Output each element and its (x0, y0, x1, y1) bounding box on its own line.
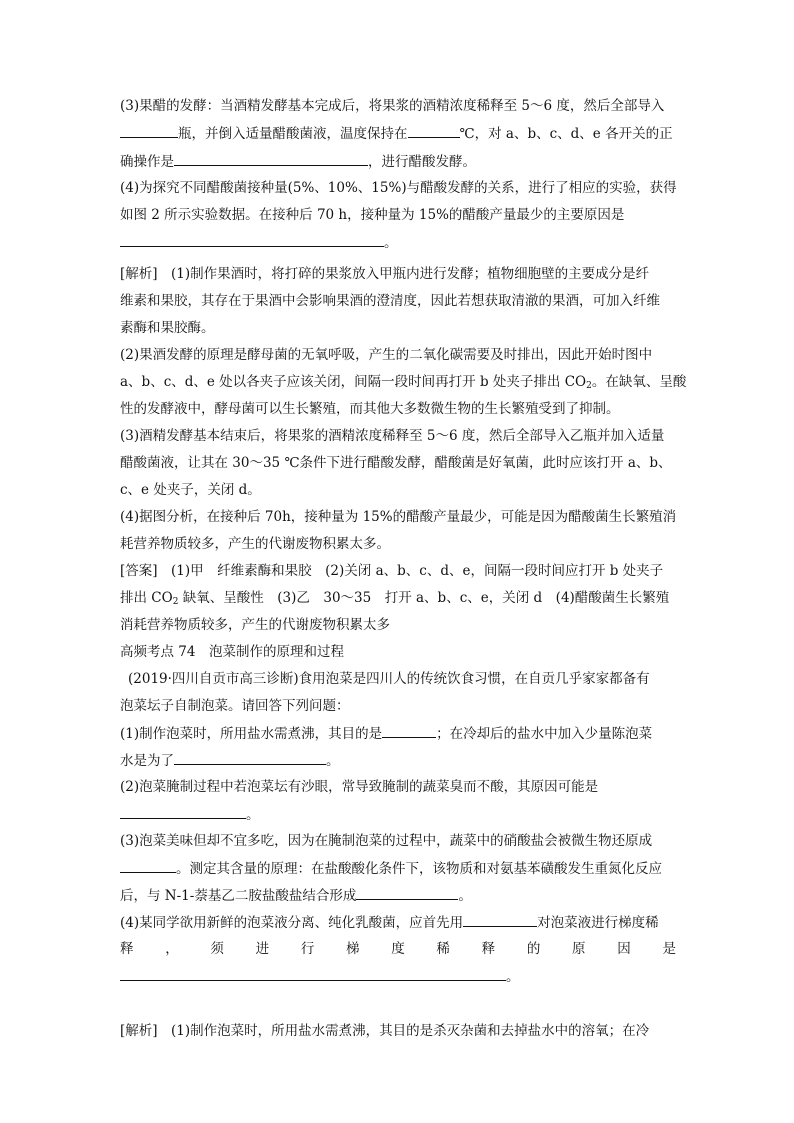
answer-blank[interactable] (463, 912, 537, 927)
analysis-line: [解析] (1)制作泡菜时，所用盐水需煮沸，其目的是杀灭杂菌和去掉盐水中的溶氧；在冷 (120, 1023, 650, 1039)
q2-part2-line1: (2)泡菜腌制过程中若泡菜坛有沙眼，常导致腌制的蔬菜臭而不酸，其原因可能是 (120, 779, 599, 795)
q2-part4-line2: 释 ， 须 进 行 梯 度 稀 释 的 原 因 是 (120, 941, 676, 957)
analysis-line: c、e 处夹子，关闭 d。 (120, 482, 261, 498)
analysis-line: 维素和果胶，其存在于果酒中会影响果酒的澄清度，因此若想获取清澈的果酒，可加入纤维 (120, 293, 660, 309)
answer-blank[interactable] (120, 966, 506, 981)
analysis-line: 耗营养物质较多，产生的代谢废物积累太多。 (120, 536, 390, 552)
q3-line2: 瓶，并倒入适量醋酸菌液，温度保持在 ℃，对 a、b、c、d、e 各开关的正 (120, 123, 676, 144)
analysis-line: 醋酸菌液，让其在 30～35 ℃条件下进行醋酸发酵，醋酸菌是好氧菌，此时应该打开 a、b、 (120, 455, 672, 471)
question-intro: (2019·四川自贡市高三诊断)食用泡菜是四川人的传统饮食习惯，在自贡几乎家家都备有 (128, 671, 650, 687)
analysis-line: a、b、c、d、e 处以各夹子应该关闭，间隔一段时间再打开 b 处夹子排出 $CO_2$。在缺氧、呈酸 (120, 374, 687, 391)
q2-part1-line1: (1)制作泡菜时，所用盐水需煮沸，其目的是 ；在冷却后的盐水中加入少量陈泡菜 (120, 723, 676, 744)
answer-blank[interactable] (120, 858, 176, 873)
q3-line3: 确操作是 ，进行醋酸发酵。 (120, 151, 676, 172)
q2-part3-line2: 。测定其含量的原理：在盐酸酸化条件下，该物质和对氨基苯磺酸发生重氮化反应 (120, 858, 676, 879)
q2-part3-line3: 后，与 N-1-萘基乙二胺盐酸盐结合形成 。 (120, 885, 676, 906)
answer-line: 排出 $CO_2$ 缺氧、呈酸性 (3)乙 30～35 打开 a、b、c、e，关闭 d (4)醋酸菌生长繁殖 (120, 590, 670, 607)
q4-line3: 。 (120, 232, 676, 253)
q2-part2-line2: 。 (120, 804, 676, 825)
answer-blank[interactable] (382, 723, 436, 738)
answer-blank[interactable] (174, 151, 368, 166)
analysis-line: (4)据图分析，在接种后 70h，接种量为 15%的醋酸产量最少，可能是因为醋酸菌生长繁殖消 (120, 509, 677, 525)
answer-blank[interactable] (120, 804, 246, 819)
answer-line: [答案] (1)甲 纤维素酶和果胶 (2)关闭 a、b、c、d、e，间隔一段时间应打开 b 处夹子 (120, 563, 664, 579)
q3-line1: (3)果醋的发酵：当酒精发酵基本完成后，将果浆的酒精浓度稀释至 5～6 度，然后全部导入 (120, 98, 665, 114)
question-intro: 泡菜坛子自制泡菜。请回答下列问题： (120, 698, 350, 714)
answer-blank[interactable] (408, 123, 460, 138)
answer-blank[interactable] (356, 885, 458, 900)
q2-part4-line1: (4)某同学欲用新鲜的泡菜液分离、纯化乳酸菌，应首先用 对泡菜液进行梯度稀 (120, 912, 676, 933)
analysis-line: 素酶和果胶酶。 (120, 320, 215, 336)
q2-part4-line3: 。 (120, 966, 676, 987)
q2-part1-line2: 水是为了 。 (120, 750, 676, 771)
q2-part3-line1: (3)泡菜美味但却不宜多吃，因为在腌制泡菜的过程中，蔬菜中的硝酸盐会被微生物还原成 (120, 833, 653, 849)
answer-blank[interactable] (174, 750, 326, 765)
analysis-line: (3)酒精发酵基本结束后，将果浆的酒精浓度稀释至 5～6 度，然后全部导入乙瓶并加入适量 (120, 428, 665, 444)
answer-blank[interactable] (120, 232, 384, 247)
analysis-line: [解析] (1)制作果酒时，将打碎的果浆放入甲瓶内进行发酵；植物细胞壁的主要成分是纤 (120, 266, 650, 282)
q4-line2: 如图 2 所示实验数据。在接种后 70 h，接种量为 15%的醋酸产量最少的主要原因是 (120, 207, 625, 223)
q4-line1: (4)为探究不同醋酸菌接种量(5%、10%、15%)与醋酸发酵的关系，进行了相应的实验，获得 (120, 180, 677, 196)
section-heading: 高频考点 74 泡菜制作的原理和过程 (120, 644, 344, 660)
answer-blank[interactable] (120, 123, 178, 138)
answer-line: 消耗营养物质较多，产生的代谢废物积累太多 (120, 617, 390, 633)
analysis-line: 性的发酵液中，酵母菌可以生长繁殖，而其他大多数微生物的生长繁殖受到了抑制。 (120, 401, 620, 417)
analysis-line: (2)果酒发酵的原理是酵母菌的无氧呼吸，产生的二氧化碳需要及时排出，因此开始时图中 (120, 347, 653, 363)
